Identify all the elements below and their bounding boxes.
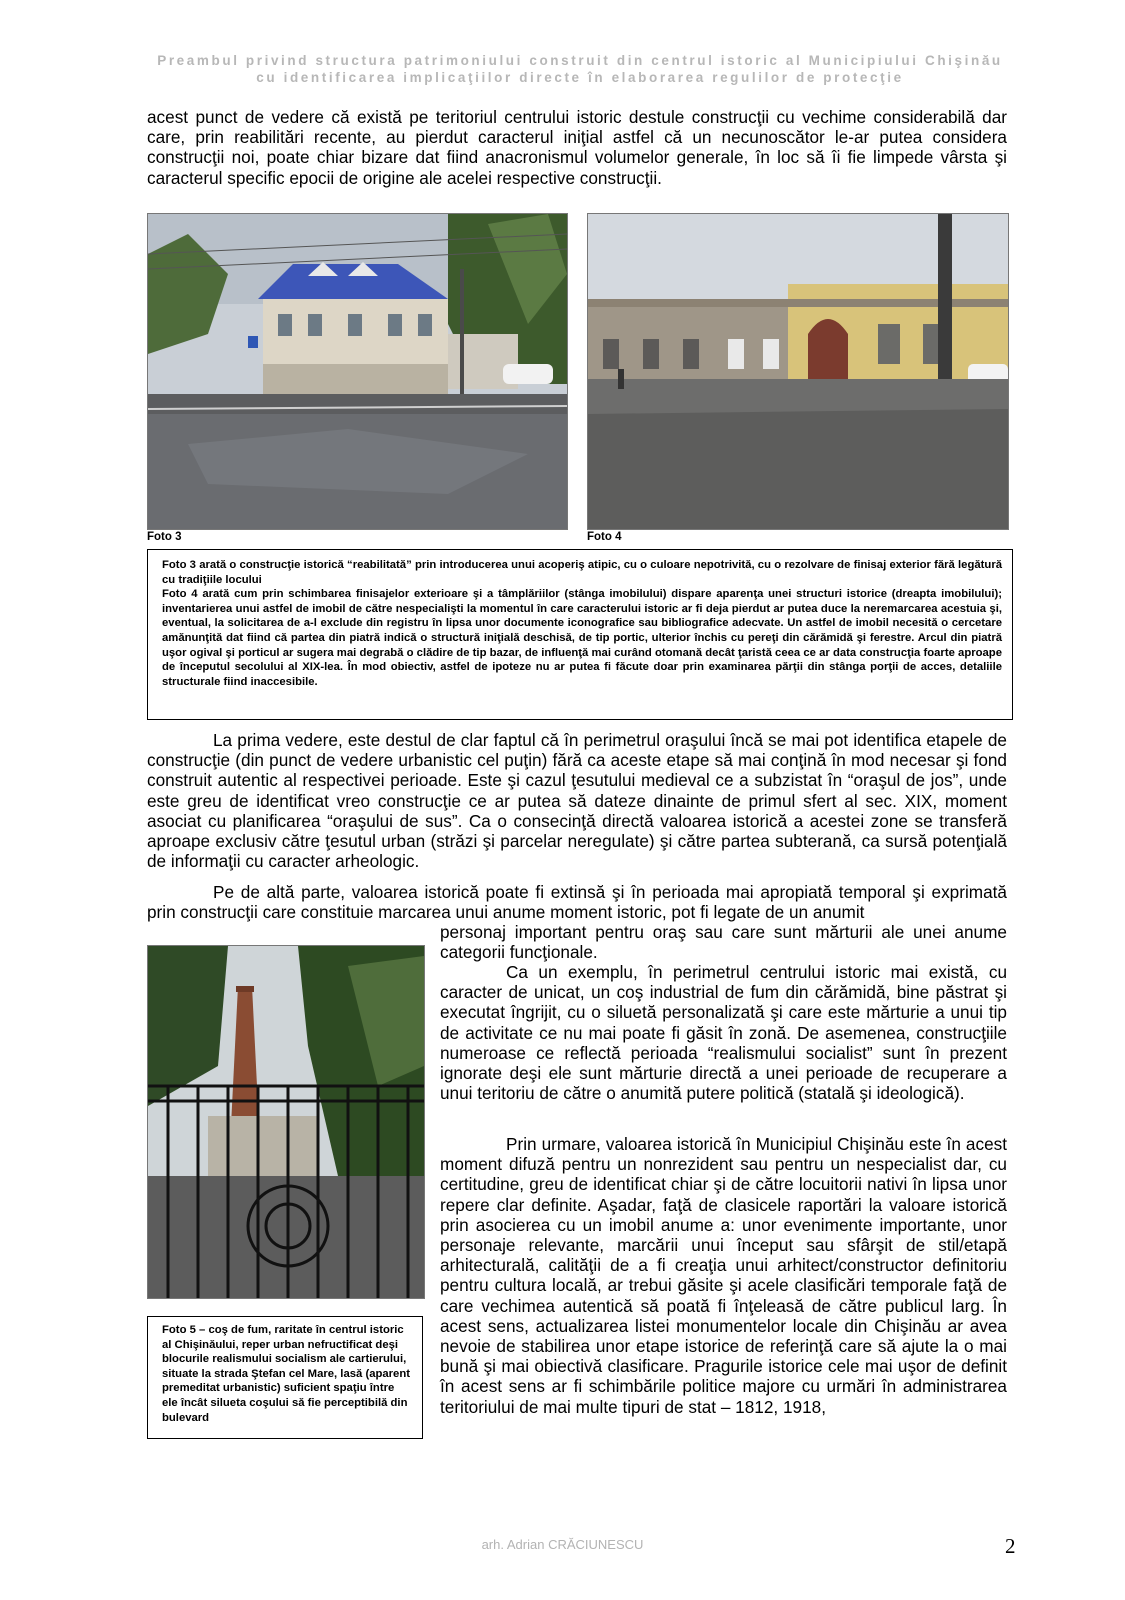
footer-author: arh. Adrian CRĂCIUNESCU — [481, 1537, 644, 1552]
paragraph-4: Ca un exemplu, în perimetrul centrului istoric mai există, cu caracter de unicat, un coş industrial de fum din cărămidă, bine păstrat şi executat îngrijit, cu o siluetă personalizată şi care este mărturie a unui tip de activitate ce nu mai poate fi găsit în zonă. De asemenea, construcţiile numeroase ce reflectă perioada “realismului socialist” sunt în prezent ignorate deşi ele sunt mărturie directă a unei perioade de recuperare a unui teritoriu de către o anumită putere politică (statală şi ideologică). — [440, 962, 1007, 1104]
header-line-2: cu identificarea implicaţiilor directe în elaborarea regulilor de protecţie — [256, 70, 904, 85]
photo-5 — [147, 945, 425, 1299]
photo-3-label: Foto 3 — [147, 531, 182, 543]
header-line-1: Preambul privind structura patrimoniului construit din centrul istoric al Municipiului Chişinău — [157, 53, 1003, 68]
paragraph-2: La prima vedere, este destul de clar faptul că în perimetrul oraşului încă se mai pot identifica etapele de construcţie (din punct de vedere urbanistic cel puţin) fără ca aceste etape să mai conţină în mod necesar şi fond construit autentic al respectivei perioade. Este şi cazul ţesutului medieval ce a subzistat în “oraşul de jos”, unde este greu de identificat vreo construcţie ce ar putea să dateze dinainte de primul sfert al sec. XIX, moment asociat cu planificarea “oraşului de sus”. Ca o consecinţă directă valoarea istorică a acestei zone se transferă aproape exclusiv către ţesutul urban (străzi şi parcelar neregulate) şi către partea subterană, ca sursă potenţială de informaţii cu caracter arheologic. — [147, 730, 1007, 872]
photos-3-4-caption-box — [147, 549, 1013, 720]
photo-5-image — [148, 946, 424, 1298]
photo-3 — [147, 213, 568, 530]
paragraph-3-continued: personaj important pentru oraş sau care sunt mărturii ale unei anume categorii funcţionale. — [440, 922, 1007, 963]
caption-photo-5: Foto 5 – coş de fum, raritate în centrul istoric al Chişinăului, reper urban nefructificat deşi blocurile realismului socialism ale cartierului, situate la strada Ştefan cel Mare, lasă (aparent premeditat urbanistic) suficient spaţiu între ele încât silueta coşului să fie perceptibilă din bulevard — [162, 1324, 411, 1424]
paragraph-5: Prin urmare, valoarea istorică în Municipiul Chişinău este în acest moment difuză pentru un nonrezident sau pentru un nespecialist dar, cu certitudine, greu de identificat chiar şi de către locuitorii nativi în lipsa unor repere clar definite. Aşadar, faţă de clasicele raportări la valoare istorică prin asocierea cu un imobil anume a: unor evenimente importante, unor personaje relevante, marcării unui început sau sfârşit de stil/etapă arhitecturală, calităţii de a fi creaţia unui arhitect/constructor definitoriu pentru cultura locală, ar trebui găsite şi acele clasificări temporale faţă de care vechimea autentică să poată fi înţeleasă de către publicul larg. În acest sens, actualizarea listei monumentelor locale din Chişinău ar avea nevoie de stabilirea unor etape istorice de referinţă care să ajute la o mai bună şi mai obiectivă clasificare. Pragurile istorice cele mai uşor de definit în acest sens ar fi schimbările politice majore cu urmări în administrarea teritoriului de mai multe tipuri de stat – 1812, 1918, — [440, 1134, 1007, 1417]
paragraph-1: acest punct de vedere că există pe teritoriul centrului istoric destule construcţii cu vechime considerabilă dar care, prin reabilitări recente, au pierdut caracterul iniţial astfel că un necunoscător le-ar putea considera construcţii noi, poate chiar bizare dat fiind anacronismul volumelor generale, în loc să îi fie limpede vârsta şi caracterul specific epocii de origine ale acelei respective construcţii. — [147, 107, 1007, 188]
running-header — [120, 52, 1040, 86]
caption-photo-3: Foto 3 arată o construcţie istorică “reabilitată” prin introducerea unui acoperiş atipic, cu o culoare nepotrivită, cu o rezolvare de finisaj exterior fără legătură cu tradiţiile locului — [162, 559, 1002, 586]
photo-4-label: Foto 4 — [587, 531, 622, 543]
photo-4-image — [588, 214, 1008, 529]
photo-5-caption-box — [147, 1316, 423, 1439]
page-number: 2 — [1005, 1534, 1016, 1558]
caption-photo-4: Foto 4 arată cum prin schimbarea finisajelor exterioare şi a tâmplăriilor (stânga imobilului) dispare aparenţa unei structuri istorice (dreapta imobilului); inventarierea unui astfel de imobil de către nespecialişti la momentul în care caracterului istoric ar fi deja pierdut ar putea duce la neremarcarea acestuia şi, eventual, la solicitarea de a-l exclude din registru în lipsa unor documente iconografice sau bibliografice adecvate. Un astfel de imobil necesită o cercetare amănunţită dat fiind că partea din piatră indică o structură iniţială deschisă, de tip portic, ulterior închis cu pereţi din cărămidă şi ferestre. Arcul din piatră uşor ogival şi porticul ar sugera mai degrabă o clădire de tip bazar, de influenţă mai curând otomană decât ţaristă ceea ce ar data construcţia foarte aproape de începutul secolului al XIX-lea. În mod obiectiv, astfel de ipoteze nu ar putea fi făcute doar prin examinarea părţii din stânga porţii de acces, detaliile structurale fiind inaccesibile. — [162, 588, 1002, 688]
paragraph-3: Pe de altă parte, valoarea istorică poate fi extinsă şi în perioada mai apropiată temporal şi exprimată prin construcţii care constituie marcarea unui anume moment istoric, pot fi legate de un anumit — [147, 882, 1007, 923]
photo-4 — [587, 213, 1009, 530]
photo-3-image — [148, 214, 567, 529]
